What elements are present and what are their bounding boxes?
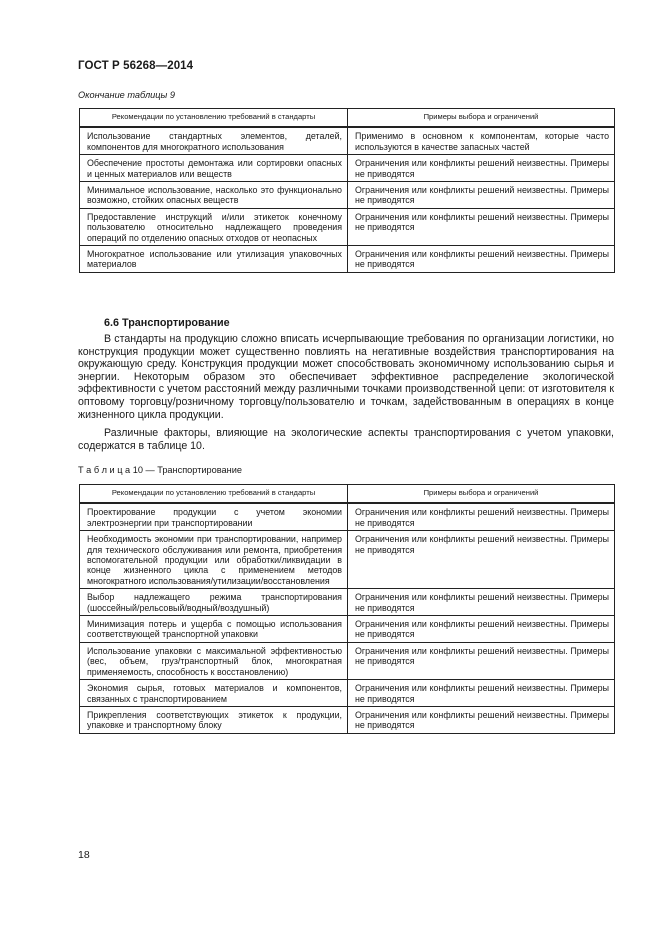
body-paragraph: Различные факторы, влияющие на экологические аспекты транспортирования с учетом упаковки, содержатся в таблице 10. xyxy=(78,427,614,452)
table-row xyxy=(80,246,615,273)
table-cell: Использование стандартных элементов, деталей, компонентов для многократного использования xyxy=(80,127,348,154)
table-cell: Использование упаковки с максимальной эффективностью (вес, объем, груз/транспортный блок, многократная применяемость, способность к восстановлению) xyxy=(80,642,348,679)
table-row xyxy=(80,503,615,530)
table-row xyxy=(80,531,615,589)
table-cell: Ограничения или конфликты решений неизвестны. Примеры не приводятся xyxy=(348,616,615,643)
table9-column-header: Примеры выбора и ограничений xyxy=(348,109,615,128)
table-cell: Ограничения или конфликты решений неизвестны. Примеры не приводятся xyxy=(348,706,615,733)
table10 xyxy=(79,484,615,734)
body-paragraph: В стандарты на продукцию сложно вписать исчерпывающие требования по организации логистики, но конструкция продукции может существенно повлиять на негативные воздействия транспортирования на окружающую среду. Конструкция продукции может способствовать экономичному использованию сырья и энергии. Некоторым образом это обеспечивает эффективное распределение экологической эффективности с учетом расстояний между различными точками производственной цепи: от изготовителя к оптовому торговцу/розничному торговцу/пользователю и точкам, задействованным в операциях в конце жизненного цикла продукции. xyxy=(78,333,614,421)
table-cell: Ограничения или конфликты решений неизвестны. Примеры не приводятся xyxy=(348,680,615,707)
table-cell: Ограничения или конфликты решений неизвестны. Примеры не приводятся xyxy=(348,246,615,273)
table-row xyxy=(80,616,615,643)
table-cell: Экономия сырья, готовых материалов и компонентов, связанных с транспортированием xyxy=(80,680,348,707)
table-row xyxy=(80,706,615,733)
table-row xyxy=(80,680,615,707)
table-cell: Обеспечение простоты демонтажа или сортировки опасных и ценных материалов или веществ xyxy=(80,155,348,182)
table-cell: Предоставление инструкций и/или этикеток конечному пользователю относительно надлежащего проведения операций по отделению опасных отходов от неопасных xyxy=(80,208,348,245)
table-cell: Минимальное использование, насколько это функционально возможно, стойких опасных веществ xyxy=(80,182,348,209)
page-number: 18 xyxy=(78,849,90,861)
section-heading: 6.6 Транспортирование xyxy=(104,317,230,329)
table-cell: Минимизация потерь и ущерба с помощью использования соответствующей транспортной упаковки xyxy=(80,616,348,643)
table-cell: Ограничения или конфликты решений неизвестны. Примеры не приводятся xyxy=(348,503,615,530)
table9-header-row xyxy=(80,109,615,128)
table10-column-header: Рекомендации по установлению требований в стандарты xyxy=(80,485,348,504)
table10-header-row xyxy=(80,485,615,504)
table-row xyxy=(80,127,615,154)
table-cell: Ограничения или конфликты решений неизвестны. Примеры не приводятся xyxy=(348,182,615,209)
table-cell: Ограничения или конфликты решений неизвестны. Примеры не приводятся xyxy=(348,642,615,679)
table-row xyxy=(80,208,615,245)
table-row xyxy=(80,589,615,616)
table10-caption: Т а б л и ц а 10 — Транспортирование xyxy=(78,465,242,475)
table9 xyxy=(79,108,615,273)
table-cell: Применимо в основном к компонентам, которые часто используются в качестве запасных частей xyxy=(348,127,615,154)
table-cell: Ограничения или конфликты решений неизвестны. Примеры не приводятся xyxy=(348,208,615,245)
document-header: ГОСТ Р 56268—2014 xyxy=(78,60,194,72)
table9-caption: Окончание таблицы 9 xyxy=(78,90,175,100)
table-cell: Проектирование продукции с учетом экономии электроэнергии при транспортировании xyxy=(80,503,348,530)
table-row xyxy=(80,182,615,209)
table-cell: Ограничения или конфликты решений неизвестны. Примеры не приводятся xyxy=(348,155,615,182)
table-row xyxy=(80,155,615,182)
table10-column-header: Примеры выбора и ограничений xyxy=(348,485,615,504)
table-cell: Прикрепления соответствующих этикеток к продукции, упаковке и транспортному блоку xyxy=(80,706,348,733)
table9-column-header: Рекомендации по установлению требований в стандарты xyxy=(80,109,348,128)
table-cell: Необходимость экономии при транспортировании, например для технического обслуживания или ремонта, приобретения вспомогательной продукции или обработки/ликвидации в конце жизненного цикла с применением методов многократного использования/утилизации/восстановления xyxy=(80,531,348,589)
table-cell: Ограничения или конфликты решений неизвестны. Примеры не приводятся xyxy=(348,589,615,616)
table-cell: Многократное использование или утилизация упаковочных материалов xyxy=(80,246,348,273)
table-row xyxy=(80,642,615,679)
table-cell: Выбор надлежащего режима транспортирования (шоссейный/рельсовый/водный/воздушный) xyxy=(80,589,348,616)
table-cell: Ограничения или конфликты решений неизвестны. Примеры не приводятся xyxy=(348,531,615,589)
